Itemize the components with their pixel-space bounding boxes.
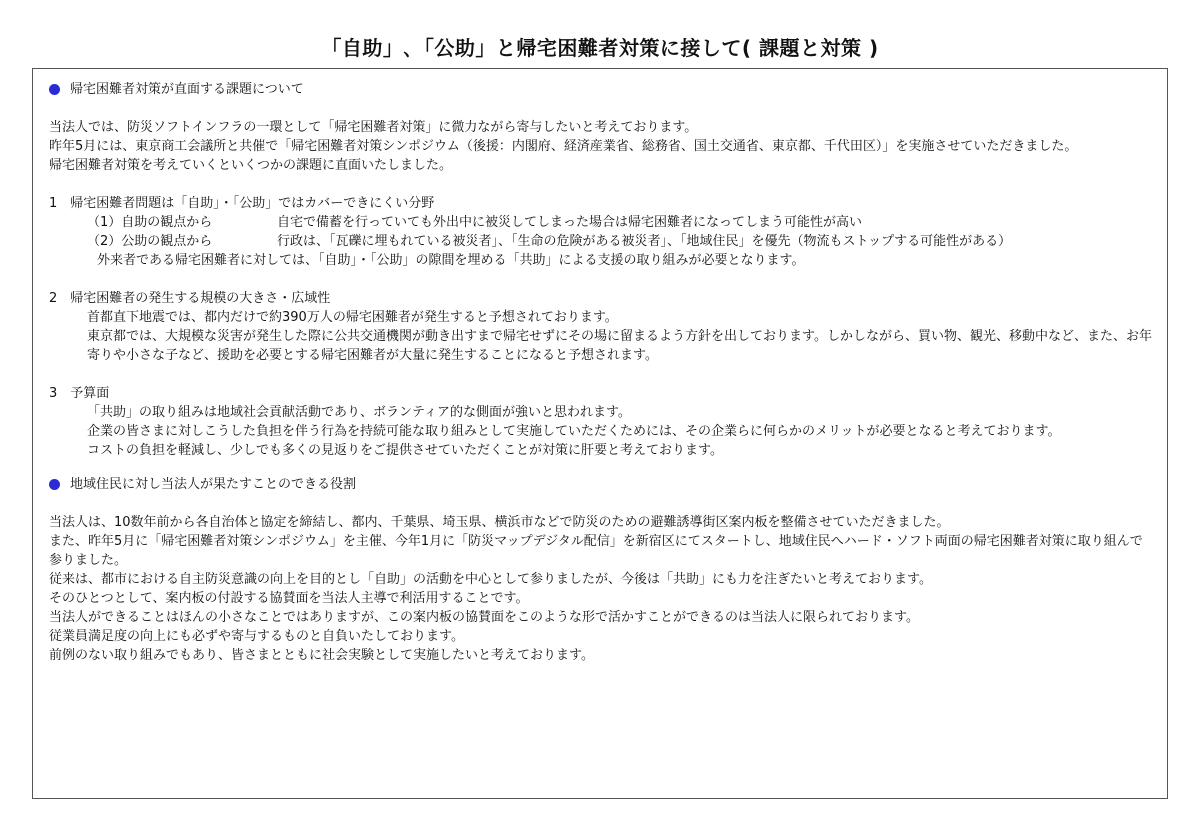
section1-intro-line: 帰宅困難者対策を考えていくといくつかの課題に直面いたしました。 (49, 158, 453, 173)
section2-line: また、昨年5月に「帰宅困難者対策シンポジウム」を主催、今年1月に「防災マップデジタル配信」を新宿区にてスタートし、地域住民へハード・ソフト両面の帰宅困難者対策に取り組んで参りました。 (49, 534, 1143, 568)
item2-line: 東京都では、大規模な災害が発生した際に公共交通機関が動き出すまで帰宅せずにその場に留まるよう方針を出しております。しかしながら、買い物、観光、移動中など、また、お年寄りや小さな子など、援助を必要とする帰宅困難者が大量に発生することになると予想されます。 (87, 329, 1152, 363)
page-title: 「自助」､「公助」と帰宅困難者対策に接して( 課題と対策 ) (321, 36, 879, 60)
item1-note: 外来者である帰宅困難者に対しては、「自助」・「公助」の隙間を埋める「共助」による支援の取り組みが必要となります。 (97, 253, 805, 268)
item1-sub2-text: 行政は、「瓦礫に埋もれている被災者」、「生命の危険がある被災者」、「地域住民」を優先（物流もストップする可能性がある） (277, 234, 1012, 249)
section2-line: そのひとつとして、案内板の付設する協賛面を当法人主導で利活用することです。 (49, 591, 529, 606)
item3-line: 「共助」の取り組みは地域社会貢献活動であり、ボランティア的な側面が強いと思われます。 (87, 405, 631, 420)
section2-line: 当法人ができることはほんの小さなことではありますが、この案内板の協賛面をこのような形で活かすことができるのは当法人に限られております。 (49, 610, 919, 625)
bullet-dot-icon (49, 84, 60, 95)
section1-heading (49, 80, 1155, 99)
section2-heading-text: 地域住民に対し当法人が果たすことのできる役割 (70, 477, 357, 492)
document-body (49, 78, 1155, 665)
section2-heading (49, 475, 1155, 494)
section2-line: 従来は、都市における自主防災意識の向上を目的とし「自助」の活動を中心として参りましたが、今後は「共助」にも力を注ぎたいと考えております。 (49, 572, 932, 587)
item1-sub2-label: （2）公助の観点から (87, 234, 213, 249)
section1-heading-text: 帰宅困難者対策が直面する課題について (70, 82, 304, 97)
section2-line: 当法人は、10数年前から各自治体と協定を締結し、都内、千葉県、埼玉県、横浜市などで防災のための避難誘導街区案内板を整備させていただきました。 (49, 515, 950, 530)
item2-heading: 2 帰宅困難者の発生する規模の大きさ・広域性 (49, 291, 331, 306)
item2-line: 首都直下地震では、都内だけで約390万人の帰宅困難者が発生すると予想されております。 (87, 310, 618, 325)
item3-line: コストの負担を軽減し、少しでも多くの見返りをご提供させていただくことが対策に肝要と考えております。 (87, 443, 723, 458)
item1-sub1-label: （1）自助の観点から (87, 215, 213, 230)
item1-sub1-text: 自宅で備蓄を行っていても外出中に被災してしまった場合は帰宅困難者になってしまう可能性が高い (277, 215, 863, 230)
bullet-dot-icon (49, 479, 60, 490)
item3-line: 企業の皆さまに対しこうした負担を伴う行為を持続可能な取り組みとして実施していただくためには、その企業らに何らかのメリットが必要となると考えております。 (87, 424, 1061, 439)
item3-heading: 3 予算面 (49, 386, 110, 401)
item1-heading: 1 帰宅困難者問題は「自助」・「公助」ではカバーできにくい分野 (49, 196, 435, 211)
section2-line: 従業員満足度の向上にも必ずや寄与するものと自負いたしております。 (49, 629, 464, 644)
section2-line: 前例のない取り組みでもあり、皆さまとともに社会実験として実施したいと考えております。 (49, 648, 594, 663)
item1-sub1 (49, 213, 1155, 232)
section1-intro-line: 当法人では、防災ソフトインフラの一環として「帰宅困難者対策」に微力ながら寄与したいと考えております。 (49, 120, 698, 135)
section1-intro-line: 昨年5月には、東京商工会議所と共催で「帰宅困難者対策シンポジウム（後援：内閣府、経済産業省、総務省、国土交通省、東京都、千代田区）」を実施させていただきました。 (49, 139, 1078, 154)
item1-sub2 (49, 232, 1155, 251)
